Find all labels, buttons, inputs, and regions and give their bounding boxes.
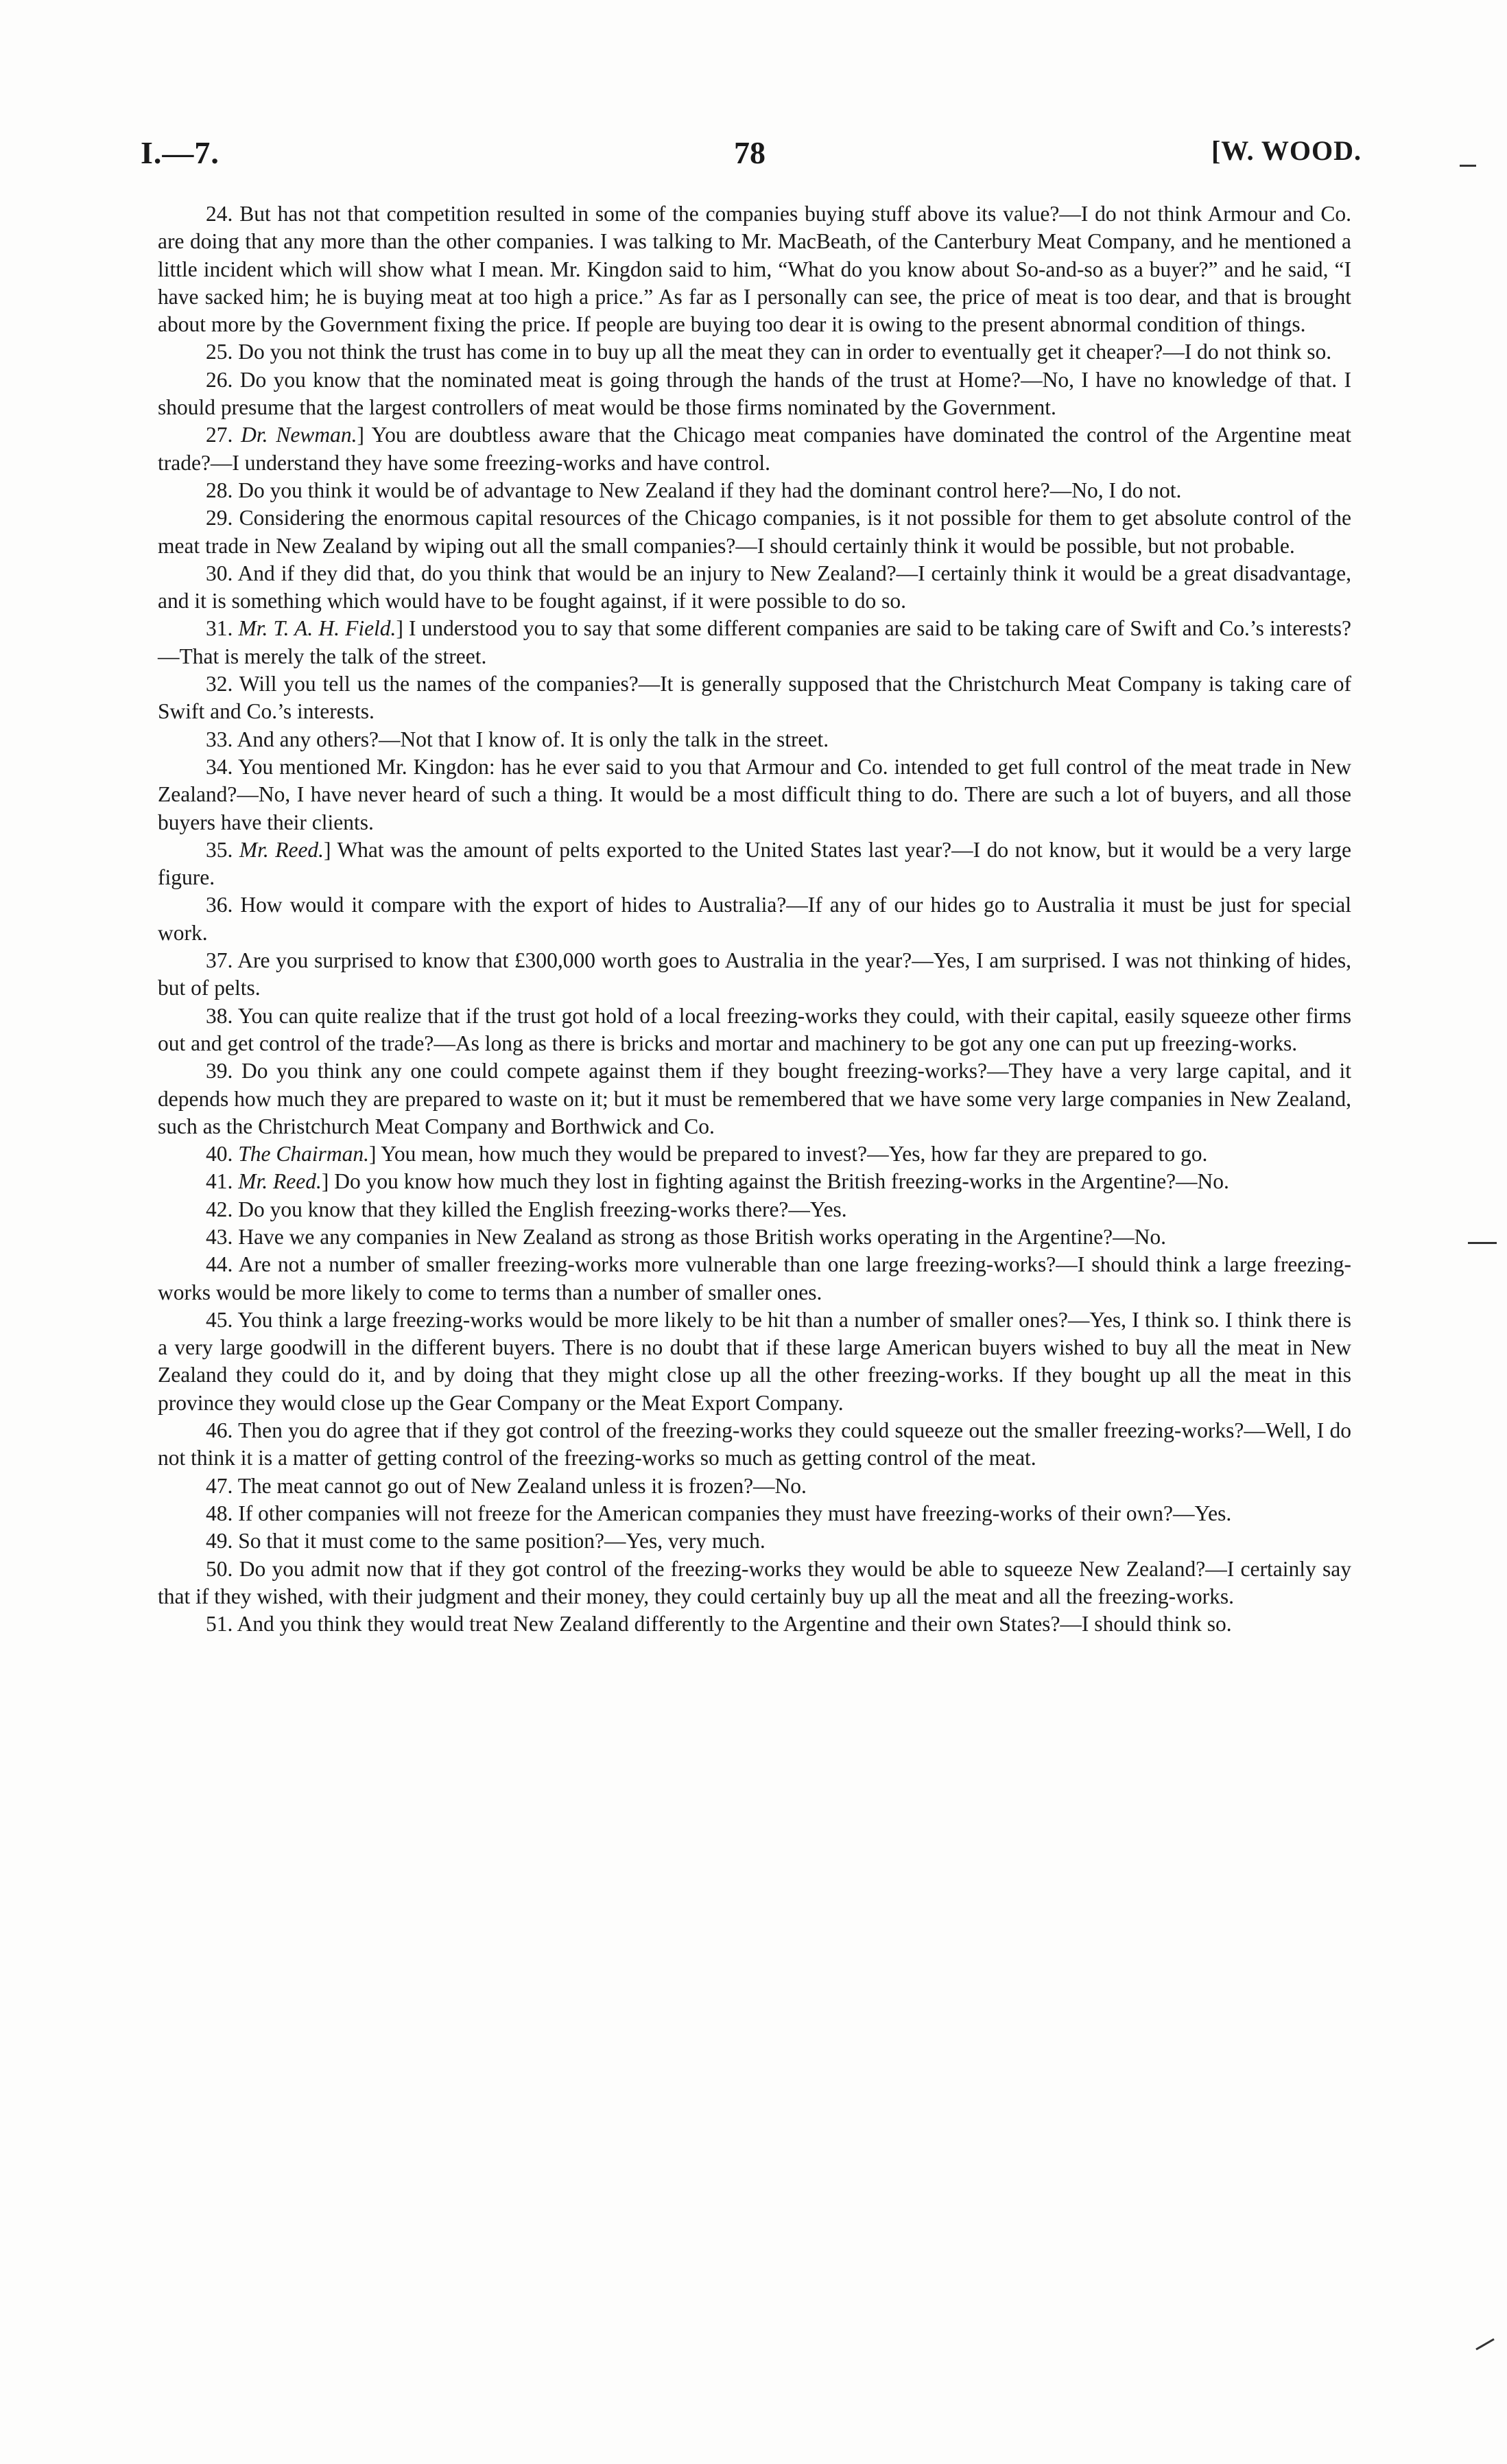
question-text: You think a large freezing-works would be more likely to be hit than a number of smaller ones?—Yes, I think so. I think there is a very large goodwill in the different buyers. There is no doubt that if these large American buyers wished to buy all the meat in New Zealand they could do it, and by doing that they might close up all the other freezing-works. If they bought up all the meat in this province they would close up the Gear Company or the Meat Export Company. bbox=[158, 1307, 1351, 1415]
question-paragraph bbox=[158, 1417, 1351, 1472]
question-number: 50. bbox=[206, 1556, 233, 1581]
question-paragraph bbox=[158, 1500, 1351, 1527]
witness-name: [W. WOOD. bbox=[1211, 135, 1362, 166]
page-header bbox=[141, 134, 1362, 176]
question-number: 26. bbox=[206, 367, 233, 392]
question-paragraph bbox=[158, 366, 1351, 422]
question-number: 33. bbox=[206, 727, 233, 751]
question-text: And you think they would treat New Zealand differently to the Argentine and their own States?—I should think so. bbox=[237, 1612, 1232, 1636]
question-paragraph bbox=[158, 560, 1351, 615]
question-number: 45. bbox=[206, 1307, 233, 1332]
speaker-name: The Chairman. bbox=[238, 1142, 370, 1166]
question-number: 43. bbox=[206, 1224, 233, 1249]
question-text: What was the amount of pelts exported to the United States last year?—I do not know, but it would be a very large figure. bbox=[158, 837, 1352, 890]
question-number: 27. bbox=[206, 423, 233, 447]
speaker-name: Mr. Reed. bbox=[238, 1169, 322, 1194]
question-text: Are you surprised to know that £300,000 worth goes to Australia in the year?—Yes, I am surprised. I was not thinking of hides, but of pelts. bbox=[158, 948, 1352, 1000]
question-number: 51. bbox=[206, 1612, 233, 1636]
question-paragraph bbox=[158, 1057, 1351, 1140]
question-paragraph bbox=[158, 1251, 1351, 1306]
question-number: 32. bbox=[206, 672, 233, 696]
question-number: 36. bbox=[206, 893, 233, 917]
question-paragraph: 27. Dr. Newman.] You are doubtless aware that the Chicago meat companies have dominated the control of the Argentine meat trade?—I understand they have some freezing-works and have control. bbox=[158, 423, 1352, 475]
question-number: 34. bbox=[206, 754, 233, 779]
question-number: 38. bbox=[206, 1003, 233, 1028]
margin-mark bbox=[1460, 165, 1476, 167]
question-paragraph bbox=[158, 1306, 1351, 1417]
question-number: 49. bbox=[206, 1529, 233, 1553]
question-text: So that it must come to the same position?—Yes, very much. bbox=[238, 1529, 766, 1553]
question-paragraph bbox=[158, 1610, 1351, 1638]
question-paragraph bbox=[158, 891, 1351, 947]
question-number: 29. bbox=[206, 506, 233, 530]
question-paragraph bbox=[158, 1527, 1351, 1555]
question-text: And if they did that, do you think that would be an injury to New Zealand?—I certainly think it would be a great disadvantage, and it is something which would have to be fought against, if it were possible to do so. bbox=[158, 561, 1352, 613]
question-number: 39. bbox=[206, 1059, 233, 1083]
question-paragraph bbox=[158, 1196, 1351, 1223]
margin-mark bbox=[1475, 2338, 1494, 2351]
question-paragraph: 41. Mr. Reed.] Do you know how much they lost in fighting against the British freezing-works in the Argentine?—No. bbox=[206, 1169, 1229, 1194]
question-number: 47. bbox=[206, 1473, 233, 1498]
question-paragraph bbox=[158, 1223, 1351, 1251]
question-number: 44. bbox=[206, 1252, 233, 1277]
question-text: The meat cannot go out of New Zealand unless it is frozen?—No. bbox=[237, 1473, 807, 1498]
question-number: 41. bbox=[206, 1169, 233, 1194]
question-text: Considering the enormous capital resources of the Chicago companies, is it not possible for them to get absolute control of the meat trade in New Zealand by wiping out all the small companies?—I should certainly think it would be possible, but not probable. bbox=[158, 506, 1352, 558]
testimony-body bbox=[158, 200, 1351, 1638]
question-text: Do you know how much they lost in fighting against the British freezing-works in the Argentine?—No. bbox=[334, 1169, 1229, 1194]
question-text: How would it compare with the export of hides to Australia?—If any of our hides go to Australia it must be just for special work. bbox=[158, 893, 1352, 945]
question-text: Have we any companies in New Zealand as strong as those British works operating in the Argentine?—No. bbox=[238, 1224, 1166, 1249]
margin-mark bbox=[1468, 1242, 1497, 1244]
question-number: 24. bbox=[206, 202, 233, 226]
question-number: 37. bbox=[206, 948, 233, 973]
question-text: You mentioned Mr. Kingdon: has he ever said to you that Armour and Co. intended to get full control of the meat trade in New Zealand?—No, I have never heard of such a thing. It would be a most difficult thing to do. There are such a lot of buyers, and all those buyers have their clients. bbox=[158, 754, 1351, 834]
question-text: Do you not think the trust has come in to buy up all the meat they can in order to eventually get it cheaper?—I do not think so. bbox=[238, 340, 1332, 364]
question-paragraph bbox=[158, 1556, 1351, 1611]
page-number: 78 bbox=[734, 135, 766, 170]
question-number: 25. bbox=[206, 340, 233, 364]
question-text: Do you think any one could compete against them if they bought freezing-works?—They have a very large capital, and it depends how much they are prepared to waste on it; but it must be remembered that we have some very large companies in New Zealand, such as the Christchurch Meat Company and Borthwick and Co. bbox=[158, 1059, 1351, 1138]
question-text: You mean, how much they would be prepared to invest?—Yes, how far they are prepared to go. bbox=[381, 1142, 1208, 1166]
question-number: 48. bbox=[206, 1501, 233, 1525]
question-paragraph bbox=[158, 477, 1351, 504]
question-number: 46. bbox=[206, 1418, 233, 1443]
question-text: Then you do agree that if they got control of the freezing-works they could squeeze out the smaller freezing-works?—Well, I do not think it is a matter of getting control of the freezing-works so much as getting control of the meat. bbox=[158, 1418, 1351, 1470]
question-text: Do you know that the nominated meat is going through the hands of the trust at Home?—No, I have no knowledge of that. I should presume that the largest controllers of meat would be those firms nominated by the Government. bbox=[158, 367, 1352, 420]
question-number: 30. bbox=[206, 561, 233, 585]
speaker-name: Mr. T. A. H. Field. bbox=[238, 616, 396, 641]
question-number: 42. bbox=[206, 1197, 233, 1221]
question-number: 28. bbox=[206, 478, 233, 502]
question-text: And any others?—Not that I know of. It is only the talk in the street. bbox=[237, 727, 829, 751]
question-number: 35. bbox=[206, 837, 233, 862]
question-paragraph: 40. The Chairman.] You mean, how much they would be prepared to invest?—Yes, how far they are prepared to go. bbox=[206, 1142, 1208, 1166]
question-text: Do you think it would be of advantage to New Zealand if they had the dominant control here?—No, I do not. bbox=[238, 478, 1182, 502]
speaker-name: Mr. Reed. bbox=[239, 837, 324, 862]
question-paragraph bbox=[158, 504, 1351, 560]
question-text: But has not that competition resulted in some of the companies buying stuff above its value?—I do not think Armour and Co. are doing that any more than the other companies. I was talking to Mr. MacBeath, of the Canterbury Meat Company, and he mentioned a little incident which will show what I mean. Mr. Kingdon said to him, “What do you know about So-and-so as a buyer?” and he said, “I have sacked him; he is buying meat at too high a price.” As far as I personally can see, the price of meat is too dear, and that is brought about more by the Government fixing the price. If people are buying too dear it is owing to the present abnormal condition of things. bbox=[158, 202, 1352, 337]
question-text: Do you know that they killed the English freezing-works there?—Yes. bbox=[238, 1197, 847, 1221]
question-paragraph bbox=[158, 200, 1351, 338]
question-paragraph bbox=[158, 753, 1351, 836]
question-text: I understood you to say that some different companies are said to be taking care of Swift and Co.’s interests?—That is merely the talk of the street. bbox=[158, 616, 1351, 668]
question-paragraph bbox=[158, 338, 1351, 366]
question-text: Will you tell us the names of the companies?—It is generally supposed that the Christchurch Meat Company is taking care of Swift and Co.’s interests. bbox=[158, 672, 1351, 724]
question-paragraph bbox=[158, 947, 1351, 1002]
question-text: You can quite realize that if the trust got hold of a local freezing-works they could, with their capital, easily squeeze other firms out and get control of the trade?—As long as there is bricks and mortar and machinery to be got any one can put up freezing-works. bbox=[158, 1003, 1351, 1055]
question-paragraph bbox=[158, 670, 1351, 726]
question-text: You are doubtless aware that the Chicago meat companies have dominated the control of the Argentine meat trade?—I understand they have some freezing-works and have control. bbox=[158, 423, 1352, 475]
question-paragraph: 35. Mr. Reed.] What was the amount of pelts exported to the United States last year?—I do not know, but it would be a very large figure. bbox=[158, 837, 1352, 890]
question-paragraph bbox=[158, 1002, 1351, 1058]
question-number: 40. bbox=[206, 1142, 233, 1166]
question-paragraph bbox=[158, 726, 1351, 753]
question-paragraph: 31. Mr. T. A. H. Field.] I understood you to say that some different companies are said to be taking care of Swift and Co.’s interests?—That is merely the talk of the street. bbox=[158, 616, 1351, 668]
speaker-name: Dr. Newman. bbox=[241, 423, 357, 447]
question-paragraph bbox=[158, 1472, 1351, 1500]
paper-reference: I.—7. bbox=[141, 135, 219, 170]
question-number: 31. bbox=[206, 616, 233, 641]
question-text: Are not a number of smaller freezing-works more vulnerable than one large freezing-works?—I should think a large freezing-works would be more likely to come to terms than a number of smaller ones. bbox=[158, 1252, 1351, 1304]
question-text: Do you admit now that if they got control of the freezing-works they would be able to squeeze New Zealand?—I certainly say that if they wished, with their judgment and their money, they could certainly buy up all the meat and all the freezing-works. bbox=[158, 1556, 1352, 1608]
question-text: If other companies will not freeze for the American companies they must have freezing-works of their own?—Yes. bbox=[238, 1501, 1232, 1525]
